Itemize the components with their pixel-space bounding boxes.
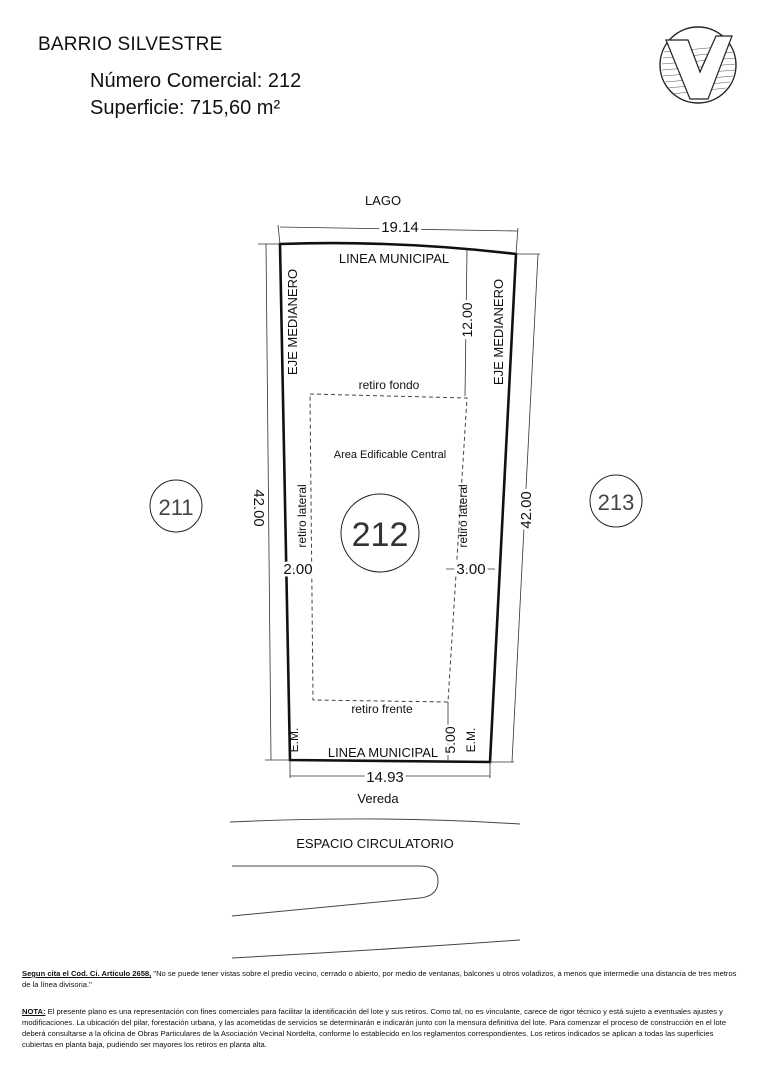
- note-label: NOTA:: [22, 1007, 46, 1016]
- left-setback-label: retiro lateral: [295, 484, 309, 548]
- left-dimension: 42.00: [250, 489, 267, 527]
- neighbor-211: 211: [158, 495, 194, 520]
- lot-surface: Superficie: 715,60 m²: [90, 97, 281, 119]
- bottom-dimension: 14.93: [366, 769, 404, 786]
- neighborhood-title: BARRIO SILVESTRE: [38, 34, 223, 55]
- right-dimension: 42.00: [518, 491, 535, 529]
- left-party-wall: EJE MEDIANERO: [285, 268, 300, 376]
- disclaimer-note: [22, 1006, 744, 1050]
- lot-boundary: [280, 243, 516, 762]
- right-party-wall: EJE MEDIANERO: [491, 278, 506, 386]
- civil-code-note: [22, 968, 744, 990]
- brand-logo: [660, 27, 736, 103]
- civil-code-text: "No se puede tener vistas sobre el predio vecino, cerrado o abierto, por medio de ventanas, balcones u otros voladizos, a menos que intermedie una distancia de tres metros de la línea divisoria.": [22, 969, 737, 989]
- lake-label: LAGO: [364, 193, 402, 208]
- lot-number: 212: [351, 516, 409, 554]
- left-setback-dimension: 2.00: [283, 561, 313, 578]
- buildable-area-label: Area Edificable Central: [333, 449, 447, 461]
- bottom-municipal-line: LINEA MUNICIPAL: [327, 745, 439, 760]
- top-dimension: 19.14: [381, 219, 419, 236]
- note-text: El presente plano es una representación con fines comerciales para facilitar la identificación del lote y sus retiros. Como tal, no es vinculante, carece de rigor técnico y está sujeto a eventuales ajustes y modificaciones. La ubicación del pilar, forestación urbana, y las acometidas de servicios se determinarán e indicarán junto con la mensura definitiva del lote. Para comenzar el proceso de construcción en el lote deberá consultarse a la oficina de Obras Particulares de la Asociación Vecinal Nordelta, conforme lo establecido en los reglamentos correspondientes. Los retiros indicados se aplican a todas las superficies cubiertas en planta baja, pudiendo ser mayores los retiros en planta alta.: [22, 1007, 727, 1049]
- right-setback-dimension: 3.00: [456, 561, 486, 578]
- front-setback-label: retiro frente: [351, 702, 413, 716]
- right-setback-label: retiro lateral: [456, 484, 470, 548]
- rear-setback-dimension: 12.00: [459, 302, 475, 338]
- commercial-number: Número Comercial: 212: [90, 70, 302, 92]
- sidewalk-label: Vereda: [357, 791, 399, 806]
- top-municipal-line: LINEA MUNICIPAL: [338, 251, 450, 266]
- front-setback-dimension: 5.00: [442, 726, 458, 754]
- neighbor-213: 213: [597, 490, 635, 515]
- circulation-label: ESPACIO CIRCULATORIO: [296, 836, 454, 851]
- right-em-label: E.M.: [464, 727, 478, 753]
- rear-setback-label: retiro fondo: [358, 378, 420, 392]
- civil-code-reference: Segun cita el Cod. Ci. Artículo 2658,: [22, 969, 152, 978]
- left-em-label: E.M.: [287, 727, 301, 753]
